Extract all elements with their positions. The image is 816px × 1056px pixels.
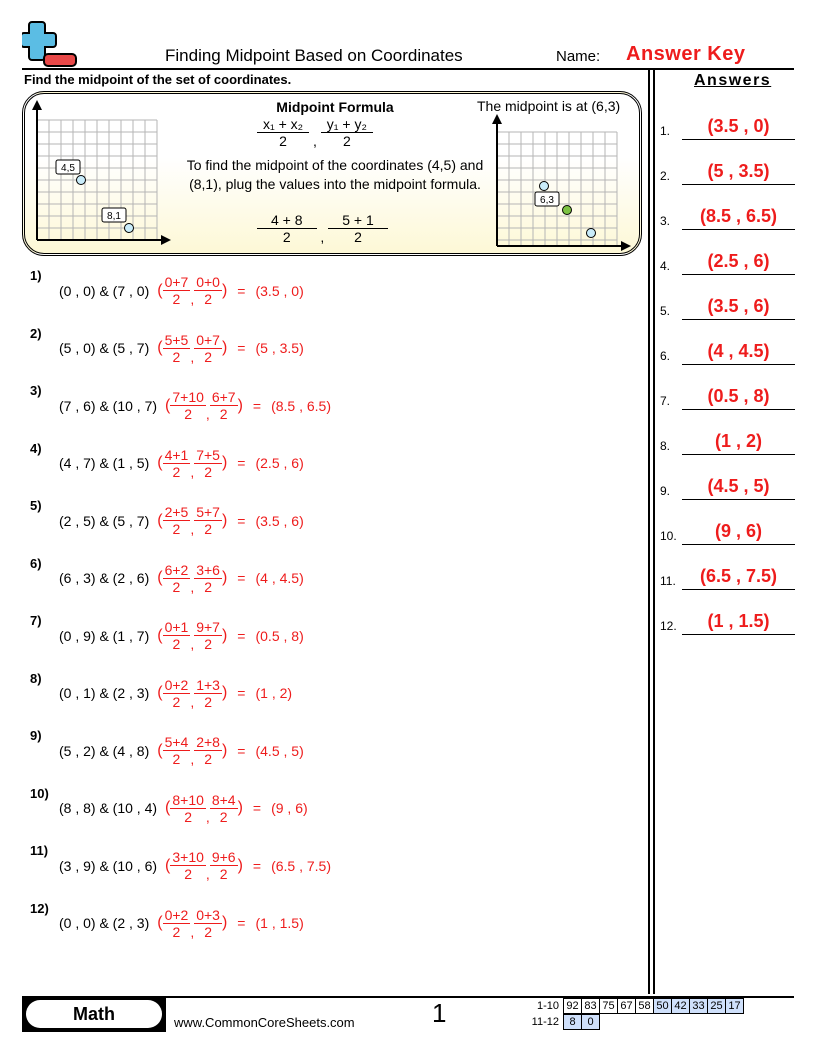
subject-label: Math (26, 1000, 162, 1028)
comma: , (190, 521, 195, 537)
answer-line (682, 229, 795, 231)
problem-result: (8.5 , 6.5) (271, 397, 331, 414)
answer-row (660, 382, 795, 410)
y-fraction: 5+7 2 (196, 504, 220, 537)
answer-value: (3.5 , 0) (707, 116, 770, 136)
equals-sign: = (252, 397, 262, 414)
answer-row (660, 517, 795, 545)
problem-number: 8) (30, 670, 42, 686)
answer-line (682, 139, 795, 141)
close-paren: ) (221, 339, 228, 356)
close-paren: ) (221, 684, 228, 701)
answer-number: 10. (660, 529, 677, 543)
problem-result: (4 , 4.5) (255, 570, 304, 586)
column-divider (648, 70, 650, 994)
equals-sign: = (237, 685, 246, 701)
answer-value: (4 , 4.5) (707, 341, 770, 361)
problem-points: (8 , 8) & (10 , 4) (59, 800, 158, 816)
score-cell: 17 (726, 999, 744, 1014)
problem-points: (0 , 1) & (2 , 3) (59, 685, 150, 701)
answer-number: 5. (660, 304, 671, 318)
score-cell: 83 (582, 999, 600, 1014)
close-paren: ) (221, 914, 228, 931)
comma: , (190, 751, 195, 767)
name-value: Answer Key (626, 43, 746, 65)
left-coordinate-graph (29, 100, 174, 250)
example-result: The midpoint is at (6,3) (477, 98, 621, 114)
score-cell: 33 (690, 999, 708, 1014)
equals-sign: = (237, 512, 246, 529)
comma: , (190, 923, 195, 940)
answer-line (682, 319, 795, 321)
close-paren: ) (237, 856, 243, 874)
comma: , (190, 636, 195, 652)
comma: , (205, 406, 210, 422)
answer-number: 8. (660, 439, 671, 453)
answer-line (682, 409, 795, 411)
answer-value: (5 , 3.5) (707, 161, 770, 181)
equals-sign: = (237, 915, 246, 931)
answer-line (682, 499, 795, 501)
problem-number: 10) (30, 785, 49, 801)
subject-badge (22, 996, 166, 1032)
y-fraction: 0+7 2 (196, 331, 220, 365)
answer-row (660, 202, 795, 230)
answer-number: 4. (660, 259, 671, 273)
y-fraction: 9+6 2 (211, 849, 236, 882)
problem-result: (3.5 , 0) (255, 282, 304, 299)
answer-value: (6.5 , 7.5) (699, 566, 778, 586)
score-cell: 42 (672, 999, 690, 1014)
equals-sign: = (252, 857, 262, 874)
problem-result: (2.5 , 6) (255, 455, 304, 471)
answer-value: (3.5 , 6) (707, 296, 770, 316)
close-paren: ) (221, 281, 228, 299)
problem-number: 1) (30, 268, 42, 283)
y-fraction: 7+5 2 (196, 446, 220, 480)
page-number: 1 (432, 998, 447, 1028)
close-paren: ) (237, 396, 243, 414)
problem-number: 9) (30, 728, 42, 743)
problem-points: (7 , 6) & (10 , 7) (59, 397, 158, 414)
open-paren: ( (157, 454, 163, 471)
problem-points: (5 , 0) & (5 , 7) (59, 340, 150, 356)
x-fraction: 5+4 2 (164, 734, 189, 767)
close-paren: ) (221, 741, 228, 759)
answer-number: 1. (660, 124, 671, 138)
equals-sign: = (252, 800, 262, 816)
answer-number: 2. (660, 169, 671, 183)
x-fraction: 6+2 2 (164, 561, 189, 595)
example-box (22, 91, 642, 256)
equals-sign: = (237, 455, 246, 471)
website-link[interactable]: www.CommonCoreSheets.com (174, 1015, 355, 1030)
x-fraction: 4+1 2 (164, 446, 189, 480)
answer-line (682, 589, 795, 591)
answer-row (660, 472, 795, 500)
equals-sign: = (237, 340, 246, 356)
equals-sign: = (237, 282, 246, 299)
equals-sign: = (237, 742, 246, 759)
answer-line (682, 184, 795, 186)
answer-line (682, 544, 795, 546)
y-fraction: 0+3 2 (196, 906, 220, 940)
open-paren: ( (165, 396, 171, 414)
score-cell: 50 (654, 999, 672, 1014)
problem-result: (0.5 , 8) (255, 627, 304, 644)
answer-line (682, 454, 795, 456)
answer-number: 3. (660, 214, 671, 228)
comma: , (205, 866, 210, 882)
equals-sign: = (237, 570, 246, 586)
answer-value: (4.5 , 5) (707, 476, 770, 496)
open-paren: ( (157, 281, 163, 299)
problem-points: (6 , 3) & (2 , 6) (59, 570, 150, 586)
problem-points: (0 , 0) & (7 , 0) (59, 282, 150, 299)
problem-points: (4 , 7) & (1 , 5) (59, 455, 150, 471)
answer-row (660, 562, 795, 590)
problem-result: (1 , 2) (255, 685, 293, 701)
example-explanation: To find the midpoint of the coordinates (4,5) and (8,1), plug the values into the midpoint formula. (186, 157, 484, 192)
comma: , (190, 348, 195, 365)
score-key: 1-10 92 83 75 67 58 50 42 33 25 17 11-12 8 0 (525, 998, 744, 1030)
y-fraction: 1+3 2 (196, 676, 220, 710)
x-fraction: 7+10 2 (172, 389, 204, 422)
problem-result: (9 , 6) (271, 800, 308, 816)
open-paren: ( (157, 626, 163, 644)
answers-heading: Answers (694, 72, 772, 89)
close-paren: ) (221, 569, 228, 586)
problem-number: 7) (30, 613, 42, 628)
x-fraction: 0+2 2 (164, 676, 189, 710)
problem-points: (5 , 2) & (4 , 8) (59, 742, 150, 759)
x-fraction: 3+10 2 (172, 849, 204, 882)
answer-value: (8.5 , 6.5) (699, 206, 778, 226)
comma: , (205, 808, 210, 825)
open-paren: ( (157, 914, 163, 931)
answer-row (660, 427, 795, 455)
problem-number: 6) (30, 555, 42, 571)
answer-row (660, 247, 795, 275)
score-cell: 0 (582, 1015, 600, 1030)
problem-number: 3) (30, 383, 42, 398)
x-fraction: 8+10 2 (172, 791, 204, 825)
problem-result: (1 , 1.5) (255, 915, 304, 931)
y-fraction: 6+7 2 (211, 389, 236, 422)
problem-result: (3.5 , 6) (255, 512, 304, 529)
right-coordinate-graph (489, 112, 639, 252)
problem-result: (4.5 , 5) (255, 742, 304, 759)
answer-value: (9 , 6) (714, 521, 762, 541)
close-paren: ) (221, 626, 228, 644)
answer-row (660, 607, 795, 635)
open-paren: ( (165, 799, 171, 816)
header-divider (22, 68, 794, 70)
name-label: Name: (556, 48, 601, 65)
open-paren: ( (157, 511, 163, 529)
midpoint-formula: $\frac{\text{x₁ + x₂}}{2}$ , $\frac{\text{y₁ + y₂}}{2}$ (257, 116, 373, 149)
answer-value: (1 , 2) (714, 431, 762, 451)
column-divider (653, 70, 655, 994)
open-paren: ( (157, 684, 163, 701)
score-cell: 75 (600, 999, 618, 1014)
instructions: Find the midpoint of the set of coordinates. (24, 72, 292, 87)
problem-points: (0 , 9) & (1 , 7) (59, 627, 150, 644)
y-fraction: 2+8 2 (196, 734, 220, 767)
open-paren: ( (157, 569, 163, 586)
problem-number: 2) (30, 325, 42, 341)
comma: , (190, 291, 195, 307)
close-paren: ) (237, 799, 243, 816)
open-paren: ( (157, 339, 163, 356)
answer-number: 12. (660, 619, 677, 633)
answer-row (660, 337, 795, 365)
comma: , (190, 463, 195, 480)
svg-text:8,1: 8,1 (107, 211, 121, 222)
problem-points: (2 , 5) & (5 , 7) (59, 512, 150, 529)
answer-line (682, 634, 795, 636)
comma: , (190, 578, 195, 595)
y-fraction: 3+6 2 (196, 561, 220, 595)
problem-result: (6.5 , 7.5) (271, 857, 331, 874)
plus-minus-logo-icon (22, 20, 78, 68)
problem-points: (0 , 0) & (2 , 3) (59, 915, 150, 931)
problem-points: (3 , 9) & (10 , 6) (59, 857, 158, 874)
answer-row (660, 112, 795, 140)
formula-title: Midpoint Formula (276, 99, 394, 115)
svg-text:6,3: 6,3 (540, 195, 554, 206)
score-cell: 92 (564, 999, 582, 1014)
y-fraction: 0+0 2 (196, 274, 220, 307)
x-fraction: 0+7 2 (164, 274, 189, 307)
answer-number: 9. (660, 484, 671, 498)
y-fraction: 8+4 2 (211, 791, 236, 825)
answer-value: (1 , 1.5) (707, 611, 770, 631)
open-paren: ( (157, 741, 163, 759)
answer-row (660, 157, 795, 185)
answer-line (682, 274, 795, 276)
answer-value: (0.5 , 8) (707, 386, 770, 406)
x-fraction: 0+1 2 (164, 619, 189, 652)
problem-number: 11) (30, 843, 49, 858)
x-fraction: 0+2 2 (164, 906, 189, 940)
score-cell: 25 (708, 999, 726, 1014)
score-cell: 67 (618, 999, 636, 1014)
answer-row (660, 292, 795, 320)
problem-number: 5) (30, 498, 42, 513)
score-cell: 8 (564, 1015, 582, 1030)
answer-number: 6. (660, 349, 671, 363)
worksheet-title: Finding Midpoint Based on Coordinates (165, 46, 463, 65)
problem-number: 12) (30, 900, 49, 916)
problem-number: 4) (30, 440, 42, 456)
y-fraction: 9+7 2 (196, 619, 220, 652)
svg-text:4,5: 4,5 (61, 163, 75, 174)
close-paren: ) (221, 511, 228, 529)
equals-sign: = (237, 627, 246, 644)
x-fraction: 5+5 2 (164, 331, 189, 365)
x-fraction: 2+5 2 (164, 504, 189, 537)
answer-number: 11. (660, 574, 676, 588)
problem-result: (5 , 3.5) (255, 340, 304, 356)
open-paren: ( (165, 856, 171, 874)
answer-line (682, 364, 795, 366)
answer-number: 7. (660, 394, 671, 408)
answer-value: (2.5 , 6) (707, 251, 770, 271)
score-cell: 58 (636, 999, 654, 1014)
close-paren: ) (221, 454, 228, 471)
example-plugged-formula: $\frac{4 + 8}{2}$ , $\frac{5 + 1}{2}$ (257, 212, 388, 245)
comma: , (190, 693, 195, 710)
